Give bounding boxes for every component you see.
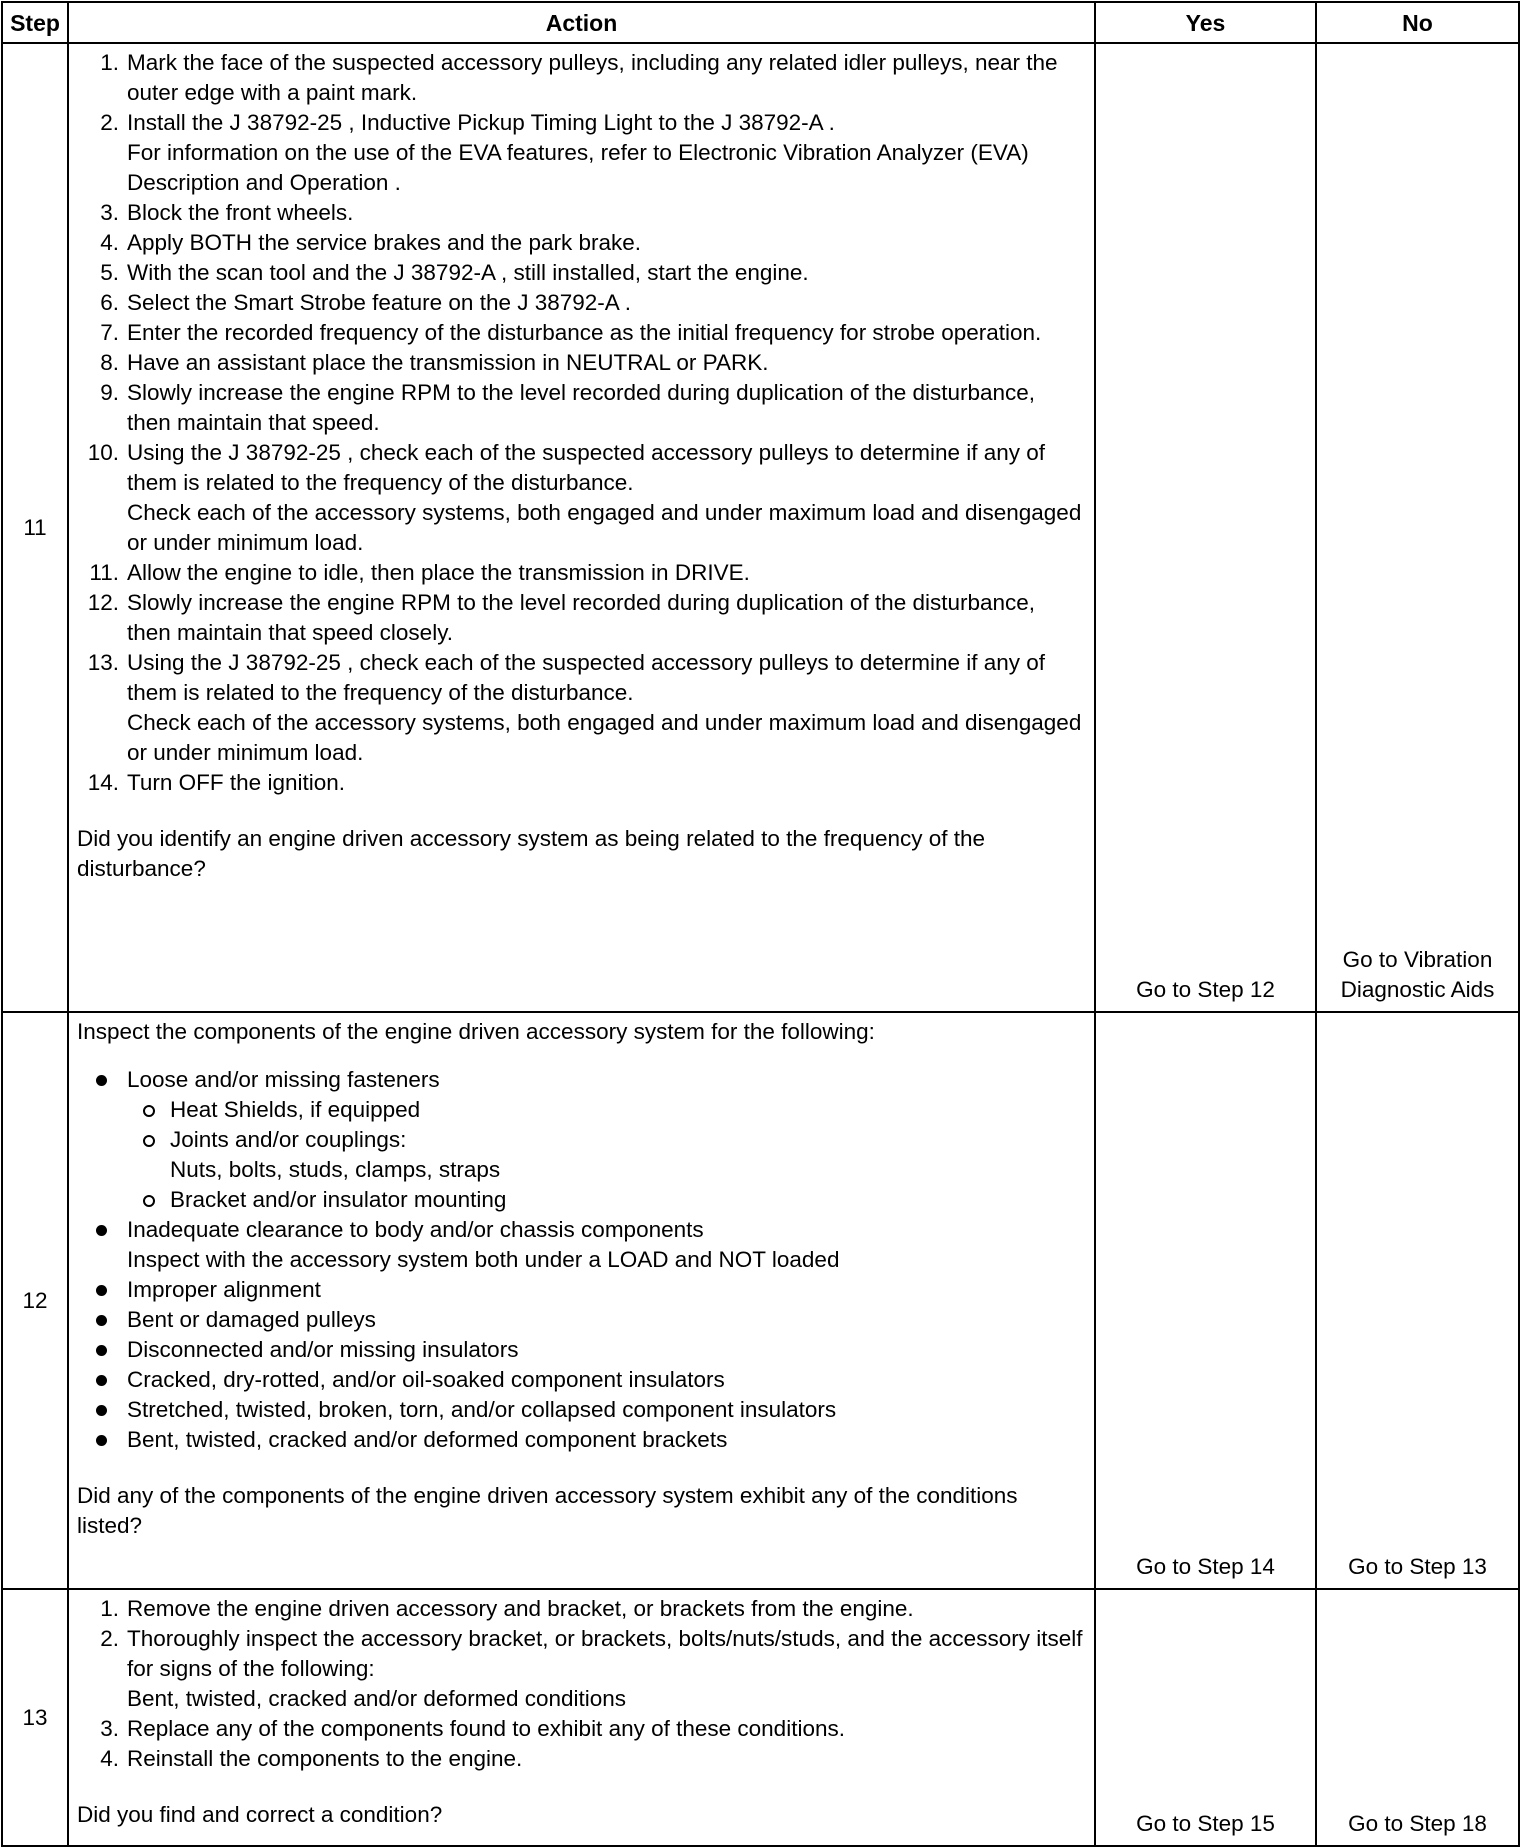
step-item-text: [127, 1744, 1084, 1774]
bullet-content: [127, 1335, 1084, 1365]
step-item-text: [127, 558, 1084, 588]
list-item: [77, 198, 1084, 228]
hollow-bullet-icon: [127, 1185, 170, 1215]
step-item-line: Enter the recorded frequency of the disturbance as the initial frequency for strobe operation.: [127, 320, 1042, 345]
bullet-list: [77, 1065, 1084, 1455]
list-item: [77, 1215, 1084, 1275]
list-item: [77, 1395, 1084, 1425]
list-item: [77, 1365, 1084, 1395]
bullet-icon: [77, 1425, 127, 1455]
bullet-icon: [77, 1215, 127, 1275]
step-item-line: Select the Smart Strobe feature on the J 38792-A .: [127, 290, 632, 315]
step-item-line: Using the J 38792-25 , check each of the suspected accessory pulleys to determine if any of them is related to the frequency of the disturbance.: [127, 650, 1046, 705]
bullet-text: Loose and/or missing fasteners: [127, 1067, 440, 1092]
table-row-step-13: [2, 1589, 1519, 1846]
step-item-number: 14.: [87, 770, 119, 795]
question-text: Did you identify an engine driven accessory system as being related to the frequency of the disturbance?: [77, 826, 986, 881]
list-item: [77, 1594, 1084, 1624]
diagnostic-table: [1, 1, 1520, 1847]
step-item-number: 3.: [100, 1716, 119, 1741]
step-item-line: Have an assistant place the transmission in NEUTRAL or PARK.: [127, 350, 769, 375]
list-item: [77, 1065, 1084, 1215]
sub-bullet-line: Bracket and/or insulator mounting: [170, 1187, 507, 1212]
yes-result: Go to Step 14: [1136, 1554, 1275, 1579]
list-item: [77, 1624, 1084, 1714]
list-item: [77, 1305, 1084, 1335]
bullet-text: Stretched, twisted, broken, torn, and/or collapsed component insulators: [127, 1397, 837, 1422]
step-item-number: 4.: [100, 230, 119, 255]
step-item-line: Bent, twisted, cracked and/or deformed conditions: [127, 1686, 627, 1711]
step-item-number: 11.: [89, 560, 119, 585]
step-item-text: [127, 318, 1084, 348]
header-row: [2, 2, 1519, 43]
sub-bullet-content: [170, 1095, 1084, 1125]
sub-bullet-line: Nuts, bolts, studs, clamps, straps: [170, 1157, 501, 1182]
bullet-text: Bent, twisted, cracked and/or deformed component brackets: [127, 1427, 728, 1452]
bullet-icon: [77, 1275, 127, 1305]
step-item-number: 13.: [87, 650, 119, 675]
no-result-line-1: Go to Vibration: [1342, 947, 1493, 972]
step-item-line: Reinstall the components to the engine.: [127, 1746, 523, 1771]
step-item-line: Replace any of the components found to exhibit any of these conditions.: [127, 1716, 845, 1741]
step-item-line: For information on the use of the EVA features, refer to Electronic Vibration Analyzer (EVA) Description and Operation .: [127, 140, 1029, 195]
step-item-number: 5.: [100, 260, 119, 285]
list-item: [77, 1425, 1084, 1455]
step-item-number: 6.: [100, 290, 119, 315]
step-item-number: 9.: [100, 380, 119, 405]
list-item: [77, 438, 1084, 558]
list-item: [77, 588, 1084, 648]
list-item: [77, 648, 1084, 768]
yes-cell: [1095, 43, 1316, 1012]
step-item-number: 2.: [100, 110, 119, 135]
step-item-line: Mark the face of the suspected accessory pulleys, including any related idler pulleys, near the outer edge with a paint mark.: [127, 50, 1058, 105]
step-item-text: [127, 1594, 1084, 1624]
step-item-text: [127, 228, 1084, 258]
list-item: [77, 348, 1084, 378]
yes-cell: [1095, 1012, 1316, 1589]
bullet-text: Inadequate clearance to body and/or chassis components: [127, 1217, 704, 1242]
step-item-line: Check each of the accessory systems, both engaged and under maximum load and disengaged or under minimum load.: [127, 710, 1082, 765]
step-item-line: Turn OFF the ignition.: [127, 770, 346, 795]
sub-bullet-line: Joints and/or couplings:: [170, 1127, 407, 1152]
step-item-line: Slowly increase the engine RPM to the level recorded during duplication of the disturbance, then maintain that speed.: [127, 380, 1036, 435]
list-item: [77, 1744, 1084, 1774]
bullet-content: [127, 1305, 1084, 1335]
step-number: 11: [2, 43, 68, 1012]
step-item-text: [127, 108, 1084, 198]
bullet-text: Disconnected and/or missing insulators: [127, 1337, 519, 1362]
no-result: Go to Step 18: [1348, 1811, 1487, 1836]
step-item-text: [127, 288, 1084, 318]
step-item-text: [127, 48, 1084, 108]
no-result: Go to Step 13: [1348, 1554, 1487, 1579]
step-item-line: Thoroughly inspect the accessory bracket, or brackets, bolts/nuts/studs, and the accessory itself for signs of the following:: [127, 1626, 1083, 1681]
action-cell: [68, 1589, 1095, 1846]
yes-cell: [1095, 1589, 1316, 1846]
step-item-line: Install the J 38792-25 , Inductive Pickup Timing Light to the J 38792-A .: [127, 110, 835, 135]
step-item-text: [127, 198, 1084, 228]
step-item-line: Slowly increase the engine RPM to the level recorded during duplication of the disturbance, then maintain that speed closely.: [127, 590, 1036, 645]
bullet-icon: [77, 1065, 127, 1215]
list-item: [77, 1714, 1084, 1744]
step-item-number: 8.: [100, 350, 119, 375]
list-item: [77, 1275, 1084, 1305]
list-item: [77, 318, 1084, 348]
step-item-text: [127, 378, 1084, 438]
action-cell: [68, 43, 1095, 1012]
sub-bullet-content: [170, 1125, 1084, 1185]
sub-bullet-content: [170, 1185, 1084, 1215]
list-item: [77, 258, 1084, 288]
table-row-step-12: [2, 1012, 1519, 1589]
no-cell: [1316, 1589, 1519, 1846]
bullet-content: [127, 1425, 1084, 1455]
step-item-line: Allow the engine to idle, then place the transmission in DRIVE.: [127, 560, 750, 585]
intro-text: Inspect the components of the engine driven accessory system for the following:: [77, 1019, 875, 1044]
bullet-content: [127, 1365, 1084, 1395]
sub-bullet-line: Heat Shields, if equipped: [170, 1097, 421, 1122]
bullet-icon: [77, 1305, 127, 1335]
header-yes: Yes: [1095, 2, 1316, 43]
bullet-content: [127, 1275, 1084, 1305]
bullet-extra-text: Inspect with the accessory system both under a LOAD and NOT loaded: [127, 1247, 840, 1272]
step-number: 13: [2, 1589, 68, 1846]
step-item-line: With the scan tool and the J 38792-A , still installed, start the engine.: [127, 260, 809, 285]
step-item-number: 12.: [87, 590, 119, 615]
step-item-number: 3.: [100, 200, 119, 225]
step-item-text: [127, 348, 1084, 378]
step-item-line: Block the front wheels.: [127, 200, 354, 225]
header-step: Step: [2, 2, 68, 43]
sub-bullet-list: [127, 1095, 1084, 1215]
step-item-line: Apply BOTH the service brakes and the park brake.: [127, 230, 641, 255]
step-item-line: Using the J 38792-25 , check each of the suspected accessory pulleys to determine if any of them is related to the frequency of the disturbance.: [127, 440, 1046, 495]
bullet-text: Cracked, dry-rotted, and/or oil-soaked component insulators: [127, 1367, 725, 1392]
step-item-text: [127, 1714, 1084, 1744]
bullet-text: Improper alignment: [127, 1277, 321, 1302]
list-item: [77, 288, 1084, 318]
bullet-icon: [77, 1335, 127, 1365]
step-item-text: [127, 258, 1084, 288]
numbered-step-list: [77, 48, 1084, 798]
bullet-content: [127, 1065, 1084, 1215]
sub-list-item: [127, 1185, 1084, 1215]
step-item-number: 1.: [100, 1596, 119, 1621]
step-item-text: [127, 438, 1084, 558]
bullet-text: Bent or damaged pulleys: [127, 1307, 376, 1332]
sub-list-item: [127, 1095, 1084, 1125]
step-item-text: [127, 1624, 1084, 1714]
step-item-line: Remove the engine driven accessory and bracket, or brackets from the engine.: [127, 1596, 914, 1621]
question-text: Did any of the components of the engine driven accessory system exhibit any of the conditions listed?: [77, 1483, 1018, 1538]
step-item-text: [127, 768, 1084, 798]
numbered-step-list: [77, 1594, 1084, 1774]
list-item: [77, 768, 1084, 798]
step-item-number: 2.: [100, 1626, 119, 1651]
yes-result: Go to Step 15: [1136, 1811, 1275, 1836]
step-item-number: 7.: [100, 320, 119, 345]
list-item: [77, 558, 1084, 588]
header-action: Action: [68, 2, 1095, 43]
list-item: [77, 108, 1084, 198]
hollow-bullet-icon: [127, 1095, 170, 1125]
list-item: [77, 48, 1084, 108]
sub-list-item: [127, 1125, 1084, 1185]
bullet-content: [127, 1215, 1084, 1275]
no-cell: [1316, 1012, 1519, 1589]
table-row-step-11: [2, 43, 1519, 1012]
header-no: No: [1316, 2, 1519, 43]
no-result-line-2: Diagnostic Aids: [1340, 977, 1495, 1002]
question-text: Did you find and correct a condition?: [77, 1802, 443, 1827]
step-item-text: [127, 648, 1084, 768]
yes-result: Go to Step 12: [1136, 977, 1275, 1002]
list-item: [77, 1335, 1084, 1365]
step-item-line: Check each of the accessory systems, both engaged and under maximum load and disengaged or under minimum load.: [127, 500, 1082, 555]
step-item-text: [127, 588, 1084, 648]
step-number: 12: [2, 1012, 68, 1589]
hollow-bullet-icon: [127, 1125, 170, 1185]
step-item-number: 4.: [100, 1746, 119, 1771]
no-cell: [1316, 43, 1519, 1012]
bullet-content: [127, 1395, 1084, 1425]
bullet-icon: [77, 1395, 127, 1425]
bullet-icon: [77, 1365, 127, 1395]
list-item: [77, 378, 1084, 438]
step-item-number: 10.: [87, 440, 119, 465]
step-item-number: 1.: [100, 50, 119, 75]
list-item: [77, 228, 1084, 258]
action-cell: [68, 1012, 1095, 1589]
